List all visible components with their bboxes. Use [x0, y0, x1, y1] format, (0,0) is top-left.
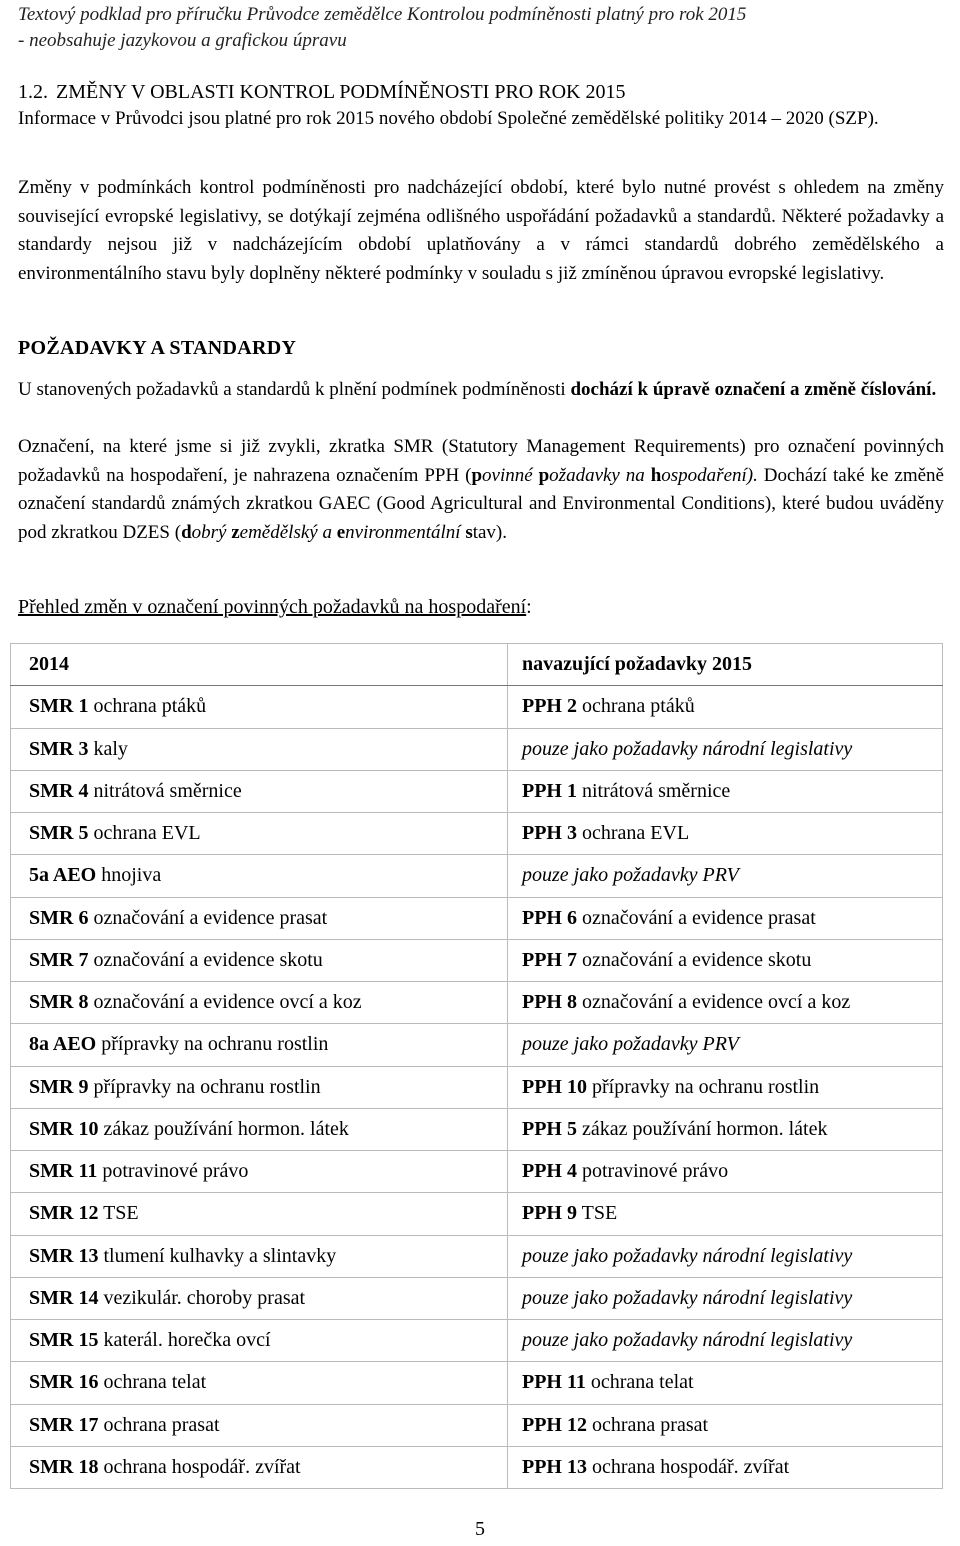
table-cell-2015	[508, 1151, 943, 1193]
requirement-text: ochrana ptáků	[582, 695, 695, 718]
marking-text-italic: nvironmentální	[345, 521, 466, 543]
table-cell-2015	[508, 1362, 943, 1404]
requirement-text: tlumení kulhavky a slintavky	[103, 1244, 337, 1267]
requirement-code: SMR 5	[29, 822, 89, 845]
requirement-text: označování a evidence skotu	[93, 948, 323, 971]
marking-letter: e	[336, 521, 346, 543]
requirement-text: ochrana hospodář. zvířat	[592, 1455, 790, 1478]
requirement-code: SMR 18	[29, 1455, 99, 1478]
table-cell-2015	[508, 686, 943, 728]
table-row	[11, 1151, 943, 1193]
requirement-code: SMR 7	[29, 948, 89, 971]
table-cell-2015	[508, 1320, 943, 1362]
document-header	[18, 2, 948, 54]
table-cell-2015	[508, 897, 943, 939]
requirement-code: SMR 6	[29, 906, 89, 929]
table-cell-2014	[11, 1277, 508, 1319]
marking-letter: d	[181, 521, 192, 543]
section-title-text: ZMĚNY V OBLASTI KONTROL PODMÍNĚNOSTI PRO ROK 2015	[56, 81, 626, 103]
marking-letter: p	[538, 464, 550, 486]
requirement-text: označování a evidence prasat	[582, 906, 816, 929]
requirement-code: PPH 5	[522, 1117, 577, 1140]
table-cell-2014	[11, 1108, 508, 1150]
overview-colon: :	[526, 596, 532, 618]
requirement-code: PPH 13	[522, 1455, 587, 1478]
requirement-text: označování a evidence ovcí a koz	[93, 991, 362, 1014]
requirement-code: SMR 10	[29, 1117, 99, 1140]
requirement-code: SMR 13	[29, 1244, 99, 1267]
requirement-code: SMR 1	[29, 695, 89, 718]
page-number: 5	[475, 1518, 485, 1540]
table-cell-2015	[508, 855, 943, 897]
requirement-code: 5a AEO	[29, 864, 97, 887]
marking-letter: p	[471, 464, 483, 486]
requirement-text: hnojiva	[101, 864, 162, 887]
table-cell-2014	[11, 1066, 508, 1108]
table-header-cell: 2014	[11, 644, 508, 686]
table-cell-2015	[508, 1404, 943, 1446]
table-cell-2014	[11, 855, 508, 897]
marking-text-h: Dochází také ke změně označení standardů známých zkratkou GAEC (Good Agricultural and Environmental Conditions), které budou uváděny pod zkratkou DZES (	[18, 464, 944, 543]
table-cell-2015	[508, 728, 943, 770]
table-row	[11, 897, 943, 939]
requirement-text: ochrana EVL	[93, 822, 201, 845]
table-cell-2014	[11, 686, 508, 728]
requirement-code: SMR 17	[29, 1413, 99, 1436]
table-row	[11, 1235, 943, 1277]
table-row	[11, 1193, 943, 1235]
table-row	[11, 1404, 943, 1446]
table-header-cell: navazující požadavky 2015	[508, 644, 943, 686]
marking-text-italic: ožadavky na	[549, 464, 651, 486]
requirements-table	[10, 643, 943, 1489]
requirement-text: TSE	[581, 1202, 618, 1225]
requirement-code: 8a AEO	[29, 1033, 97, 1056]
table-cell-2014	[11, 728, 508, 770]
requirement-text: přípravky na ochranu rostlin	[93, 1075, 321, 1098]
marking-text-italic: ospodaření).	[661, 464, 764, 486]
header-line-2: - neobsahuje jazykovou a grafickou úpravu	[18, 30, 347, 51]
table-row	[11, 939, 943, 981]
table-row	[11, 1446, 943, 1488]
table-row	[11, 1277, 943, 1319]
requirement-code: PPH 11	[522, 1371, 586, 1394]
table-row	[11, 982, 943, 1024]
requirement-text: ochrana telat	[590, 1371, 694, 1394]
table-row	[11, 1362, 943, 1404]
requirement-note: pouze jako požadavky národní legislativy	[522, 1286, 853, 1309]
requirement-text: TSE	[103, 1202, 139, 1225]
info-paragraph: Informace v Průvodci jsou platné pro rok 2015 nového období Společné zemědělské politiky 2014 – 2020 (SZP).	[18, 108, 879, 129]
requirement-text: vezikulár. choroby prasat	[103, 1286, 306, 1309]
table-cell-2014	[11, 813, 508, 855]
table-cell-2014	[11, 1151, 508, 1193]
table-cell-2015	[508, 939, 943, 981]
header-line-1: Textový podklad pro příručku Průvodce zemědělce Kontrolou podmíněnosti platný pro rok 2015	[18, 4, 747, 25]
requirement-code: PPH 2	[522, 695, 577, 718]
requirement-text: ochrana telat	[103, 1371, 207, 1394]
requirement-text: označování a evidence skotu	[582, 948, 812, 971]
requirement-code: PPH 9	[522, 1202, 577, 1225]
table-cell-2014	[11, 1404, 508, 1446]
table-row	[11, 1320, 943, 1362]
overview-label	[18, 596, 532, 619]
requirement-text: potravinové právo	[582, 1160, 729, 1183]
requirement-text: ochrana ptáků	[93, 695, 207, 718]
requirement-text: katerál. horečka ovcí	[103, 1329, 271, 1352]
requirement-code: PPH 1	[522, 779, 577, 802]
table-cell-2015	[508, 1108, 943, 1150]
marking-paragraph	[18, 433, 944, 547]
marking-text-italic: ovinné	[482, 464, 539, 486]
requirement-code: PPH 10	[522, 1075, 587, 1098]
table-cell-2015	[508, 1235, 943, 1277]
table-cell-2014	[11, 1235, 508, 1277]
table-row	[11, 728, 943, 770]
marking-text-a: Označení, na které jsme si již zvykli, zkratka SMR (Statutory Management Requirements) pro označení povinných požadavků na hospodaření, je nahrazena označením PPH (	[18, 436, 944, 486]
requirement-code: SMR 8	[29, 991, 89, 1014]
requirement-text: nitrátová směrnice	[582, 779, 731, 802]
requirement-code: SMR 3	[29, 737, 89, 760]
table-cell-2014	[11, 1320, 508, 1362]
requirement-code: PPH 7	[522, 948, 577, 971]
requirement-code: SMR 15	[29, 1329, 99, 1352]
table-header-row	[11, 644, 943, 686]
requirement-text: označování a evidence ovcí a koz	[582, 991, 851, 1014]
requirement-text: přípravky na ochranu rostlin	[592, 1075, 820, 1098]
table-cell-2014	[11, 1024, 508, 1066]
requirement-code: SMR 11	[29, 1160, 98, 1183]
requirement-text: ochrana EVL	[582, 822, 690, 845]
overview-label-text: Přehled změn v označení povinných požadavků na hospodaření	[18, 596, 527, 618]
requirement-code: PPH 4	[522, 1160, 577, 1183]
requirement-note: pouze jako požadavky národní legislativy	[522, 737, 853, 760]
table-cell-2015	[508, 982, 943, 1024]
table-row	[11, 1024, 943, 1066]
requirement-text: ochrana prasat	[592, 1413, 709, 1436]
table-cell-2014	[11, 982, 508, 1024]
table-row	[11, 813, 943, 855]
table-cell-2015	[508, 1193, 943, 1235]
requirement-code: SMR 16	[29, 1371, 99, 1394]
table-cell-2015	[508, 1277, 943, 1319]
standards-paragraph	[18, 376, 944, 405]
standards-text-bold: dochází k úpravě označení a změně číslování.	[570, 379, 937, 400]
subheading-requirements-standards: POŽADAVKY A STANDARDY	[18, 337, 297, 359]
requirement-code: SMR 4	[29, 779, 89, 802]
requirement-text: nitrátová směrnice	[93, 779, 242, 802]
marking-text-end: tav).	[472, 521, 508, 543]
standards-text: U stanovených požadavků a standardů k plnění podmínek podmíněnosti	[18, 379, 571, 400]
table-cell-2015	[508, 1446, 943, 1488]
requirement-text: označování a evidence prasat	[93, 906, 328, 929]
table-row	[11, 686, 943, 728]
requirement-text: ochrana hospodář. zvířat	[103, 1455, 301, 1478]
requirement-text: zákaz používání hormon. látek	[582, 1117, 828, 1140]
marking-text-italic: obrý	[191, 521, 232, 543]
table-cell-2014	[11, 1362, 508, 1404]
table-cell-2014	[11, 770, 508, 812]
requirement-code: PPH 6	[522, 906, 577, 929]
requirement-note: pouze jako požadavky PRV	[522, 864, 739, 887]
table-cell-2015	[508, 1066, 943, 1108]
requirement-note: pouze jako požadavky PRV	[522, 1033, 739, 1056]
requirement-text: kaly	[93, 737, 128, 760]
section-number: 1.2.	[18, 81, 48, 103]
requirement-code: SMR 9	[29, 1075, 89, 1098]
marking-text-italic: emědělský a	[239, 521, 337, 543]
requirement-note: pouze jako požadavky národní legislativy	[522, 1329, 853, 1352]
table-cell-2014	[11, 939, 508, 981]
table-cell-2014	[11, 1193, 508, 1235]
table-cell-2014	[11, 1446, 508, 1488]
requirement-text: přípravky na ochranu rostlin	[101, 1033, 329, 1056]
changes-paragraph: Změny v podmínkách kontrol podmíněnosti pro nadcházející období, které bylo nutné provést s ohledem na změny související evropské legislativy, se dotýkají zejména odlišného uspořádání požadavků a standardů. Některé požadavky a standardy nejsou již v nadcházejícím období uplatňovány a v rámci standardů dobrého zemědělského a environmentálního stavu byly doplněny některé podmínky v souladu s již zmíněnou úpravou evropské legislativy.	[18, 177, 944, 284]
table-cell-2015	[508, 770, 943, 812]
marking-letter: s	[465, 521, 473, 543]
requirement-code: SMR 14	[29, 1286, 99, 1309]
table-cell-2014	[11, 897, 508, 939]
table-cell-2015	[508, 813, 943, 855]
table-row	[11, 1108, 943, 1150]
requirement-code: PPH 8	[522, 991, 577, 1014]
requirement-code: PPH 12	[522, 1413, 587, 1436]
marking-letter: h	[650, 464, 662, 486]
requirement-text: potravinové právo	[102, 1160, 249, 1183]
requirement-text: ochrana prasat	[103, 1413, 220, 1436]
table-row	[11, 855, 943, 897]
table-cell-2015	[508, 1024, 943, 1066]
requirement-code: SMR 12	[29, 1202, 99, 1225]
table-row	[11, 770, 943, 812]
section-title	[18, 79, 948, 105]
requirement-note: pouze jako požadavky národní legislativy	[522, 1244, 853, 1267]
table-row	[11, 1066, 943, 1108]
requirement-text: zákaz používání hormon. látek	[103, 1117, 349, 1140]
requirement-code: PPH 3	[522, 822, 577, 845]
marking-letter: z	[231, 521, 240, 543]
